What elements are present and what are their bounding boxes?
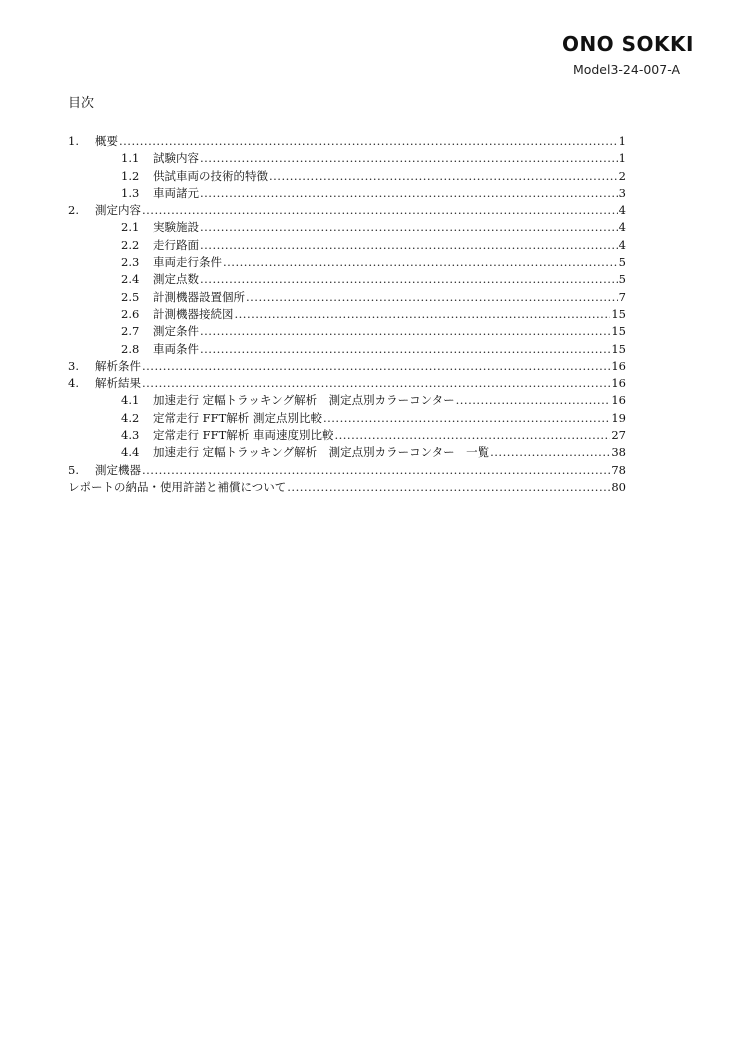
- toc-entry[interactable]: [68, 289, 626, 306]
- toc-leader-dots: [200, 237, 618, 254]
- toc-entry-number: 1.2: [121, 168, 140, 183]
- toc-leader-dots: [223, 254, 618, 271]
- toc-leader-dots: [246, 289, 618, 306]
- toc-entry-label: 走行路面: [153, 237, 199, 252]
- toc-entry-page: 15: [611, 306, 626, 321]
- toc-leader-dots: [200, 150, 618, 167]
- ono-sokki-logo: ONO SOKKI: [561, 32, 694, 56]
- toc-entry[interactable]: [68, 444, 626, 461]
- toc-leader-dots: [142, 202, 618, 219]
- toc-entry-page: 1: [618, 134, 626, 148]
- toc-entry[interactable]: [68, 462, 626, 479]
- toc-entry[interactable]: [68, 323, 626, 340]
- toc-leader-dots: [235, 306, 611, 323]
- toc-entry-page: 3: [618, 185, 626, 200]
- toc-leader-dots: [287, 479, 610, 496]
- toc-entry-page: 7: [618, 289, 626, 304]
- toc-entry-number: 2.1: [121, 220, 140, 235]
- toc-entry[interactable]: [68, 306, 626, 323]
- toc-entry-number: 3.: [68, 358, 79, 373]
- toc-entry-label: 車両走行条件: [153, 255, 222, 270]
- toc-leader-dots: [142, 375, 610, 392]
- toc-entry-number: 2.8: [121, 341, 140, 356]
- toc-entry-number: 4.3: [121, 428, 140, 443]
- toc-entry-page: 15: [611, 324, 626, 339]
- toc-leader-dots: [269, 168, 618, 185]
- toc-leader-dots: [200, 219, 618, 236]
- toc-entry-label: 測定機器: [95, 462, 141, 477]
- toc-entry-page: 4: [618, 220, 626, 235]
- toc-leader-dots: [119, 133, 618, 150]
- toc-entry-page: 2: [618, 168, 626, 183]
- toc-entry-page: 38: [611, 445, 626, 460]
- toc-entry-page: 16: [611, 358, 626, 373]
- toc-entry[interactable]: [68, 479, 626, 496]
- toc-leader-dots: [456, 392, 611, 409]
- document-id: Model3-24-007-A: [572, 62, 680, 77]
- toc-leader-dots: [200, 271, 618, 288]
- toc-entry[interactable]: [68, 271, 626, 288]
- toc-entry-number: 2.4: [121, 272, 140, 287]
- toc-entry[interactable]: [68, 219, 626, 236]
- toc-entry-number: 2.2: [121, 237, 140, 252]
- toc-entry[interactable]: [68, 392, 626, 409]
- toc-entry-page: 4: [618, 203, 626, 218]
- toc-leader-dots: [200, 341, 610, 358]
- toc-entry[interactable]: [68, 427, 626, 444]
- toc-entry[interactable]: [68, 168, 626, 185]
- toc-entry-number: 4.4: [121, 445, 140, 460]
- toc-entry-label: 概要: [95, 134, 118, 148]
- toc-title: 目次: [68, 96, 95, 111]
- toc-entry-number: 5.: [68, 462, 79, 477]
- toc-entry-label: 測定条件: [153, 324, 199, 339]
- toc-entry-number: 4.1: [121, 393, 140, 408]
- toc-entry-label: 試験内容: [153, 151, 199, 166]
- toc-entry-page: 27: [611, 428, 626, 443]
- toc-leader-dots: [142, 462, 610, 479]
- toc-entry-label: 定常走行 FFT解析 車両速度別比較: [153, 428, 334, 443]
- table-of-contents: [68, 133, 626, 496]
- toc-entry-label: 計測機器接続図: [153, 306, 234, 321]
- toc-entry-number: 4.2: [121, 410, 140, 425]
- toc-entry-page: 5: [618, 272, 626, 287]
- toc-entry-label: 加速走行 定幅トラッキング解析 測定点別カラーコンター 一覧: [153, 445, 490, 460]
- toc-leader-dots: [142, 358, 610, 375]
- toc-leader-dots: [334, 427, 610, 444]
- toc-entry-label: 計測機器設置個所: [153, 289, 245, 304]
- toc-entry-label: 車両諸元: [153, 185, 199, 200]
- toc-entry-number: 1.1: [121, 151, 140, 166]
- toc-entry-label: 加速走行 定幅トラッキング解析 測定点別カラーコンター: [153, 393, 455, 408]
- toc-entry-number: 2.6: [121, 306, 140, 321]
- toc-entry[interactable]: [68, 150, 626, 167]
- toc-leader-dots: [490, 444, 610, 461]
- toc-entry-number: 2.3: [121, 255, 140, 270]
- toc-entry-page: 16: [611, 376, 626, 391]
- toc-entry-number: 1.3: [121, 185, 140, 200]
- toc-entry-page: 5: [618, 255, 626, 270]
- toc-entry-page: 16: [611, 393, 626, 408]
- toc-entry-label: 定常走行 FFT解析 測定点別比較: [153, 410, 322, 425]
- toc-entry-page: 15: [611, 341, 626, 356]
- toc-entry-label: 供試車両の技術的特徴: [153, 168, 268, 183]
- toc-entry-label: 車両条件: [153, 341, 199, 356]
- toc-entry-page: 1: [618, 151, 626, 166]
- toc-entry-page: 78: [611, 462, 626, 477]
- toc-entry[interactable]: [68, 410, 626, 427]
- toc-entry-label: レポートの納品・使用許諾と補償について: [68, 479, 287, 494]
- toc-entry-label: 解析結果: [95, 376, 141, 391]
- toc-entry[interactable]: [68, 202, 626, 219]
- toc-entry-number: 1.: [68, 134, 79, 148]
- toc-entry-page: 19: [611, 410, 626, 425]
- toc-entry[interactable]: [68, 185, 626, 202]
- toc-leader-dots: [200, 323, 610, 340]
- toc-entry-number: 2.7: [121, 324, 140, 339]
- toc-leader-dots: [323, 410, 610, 427]
- toc-entry-label: 解析条件: [95, 358, 141, 373]
- toc-entry[interactable]: [68, 133, 626, 150]
- toc-entry[interactable]: [68, 237, 626, 254]
- toc-leader-dots: [200, 185, 618, 202]
- toc-entry-label: 実験施設: [153, 220, 199, 235]
- toc-entry-page: 4: [618, 237, 626, 252]
- toc-entry-number: 2.5: [121, 289, 140, 304]
- toc-entry[interactable]: [68, 358, 626, 375]
- toc-entry-label: 測定内容: [95, 203, 141, 218]
- toc-entry-label: 測定点数: [153, 272, 199, 287]
- toc-entry-number: 2.: [68, 203, 79, 218]
- toc-entry[interactable]: [68, 341, 626, 358]
- toc-entry-page: 80: [611, 479, 626, 494]
- toc-entry[interactable]: [68, 375, 626, 392]
- toc-entry-number: 4.: [68, 376, 79, 391]
- toc-entry[interactable]: [68, 254, 626, 271]
